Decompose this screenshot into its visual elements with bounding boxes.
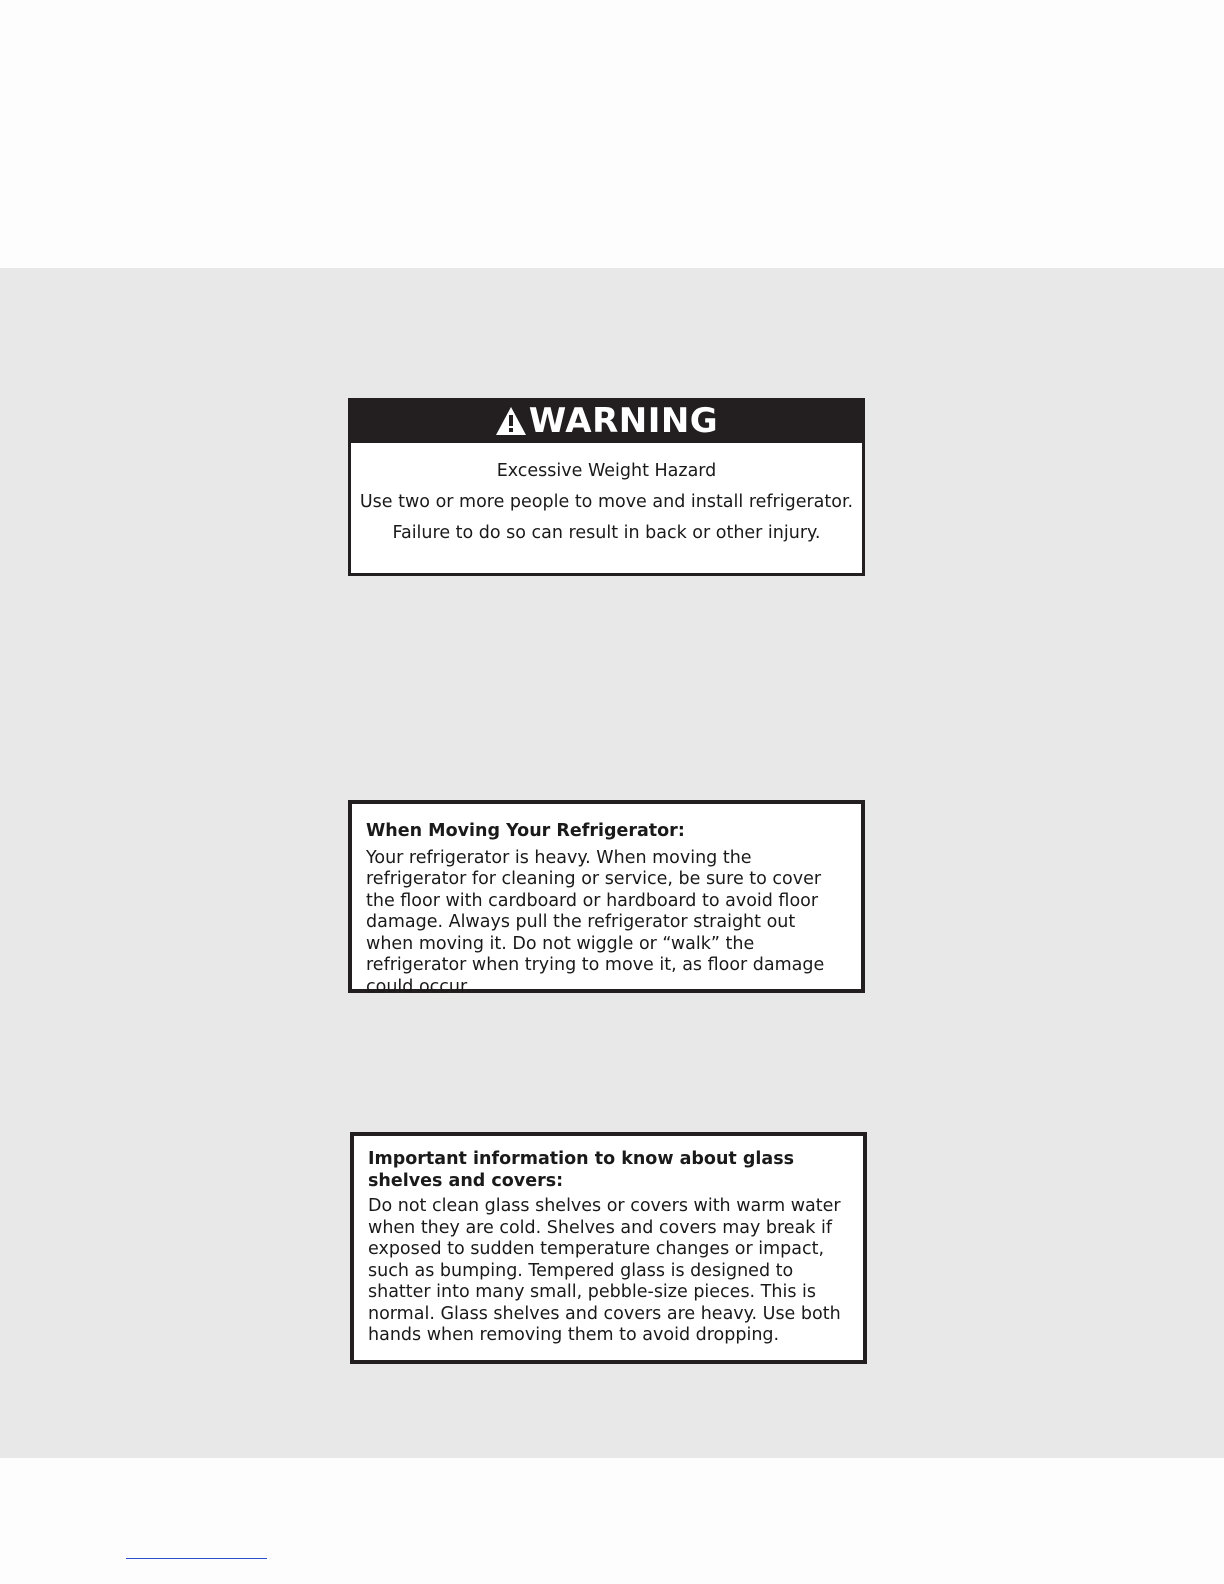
warning-title: WARNING xyxy=(528,400,719,441)
link-underline[interactable] xyxy=(126,1558,267,1559)
warning-instruction: Use two or more people to move and install refrigerator. xyxy=(359,492,854,512)
warning-consequence: Failure to do so can result in back or other injury. xyxy=(392,523,821,543)
glass-notice-heading: Important information to know about glass shelves and covers: xyxy=(368,1149,795,1191)
warning-header xyxy=(348,398,865,443)
moving-notice-heading: When Moving Your Refrigerator: xyxy=(366,821,685,841)
warning-box xyxy=(348,398,865,576)
moving-notice-text: Your refrigerator is heavy. When moving the refrigerator for cleaning or service, be sure to cover the floor with cardboard or hardboard to avoid floor damage. Always pull the refrigerator straight out when moving it. Do not wiggle or “walk” the refrigerator when trying to move it, as floor damage could occur. xyxy=(366,847,825,997)
glass-notice-text: Do not clean glass shelves or covers with warm water when they are cold. Shelves and covers may break if exposed to sudden temperature changes or impact, such as bumping. Tempered glass is designed to shatter into many small, pebble-size pieces. This is normal. Glass shelves and covers are heavy. Use both hands when removing them to avoid dropping. xyxy=(368,1196,841,1345)
glass-shelves-notice xyxy=(350,1132,867,1364)
moving-refrigerator-notice xyxy=(348,800,865,997)
warning-hazard-name: Excessive Weight Hazard xyxy=(496,461,717,481)
warning-body xyxy=(351,443,862,549)
warning-triangle-icon xyxy=(495,406,527,436)
